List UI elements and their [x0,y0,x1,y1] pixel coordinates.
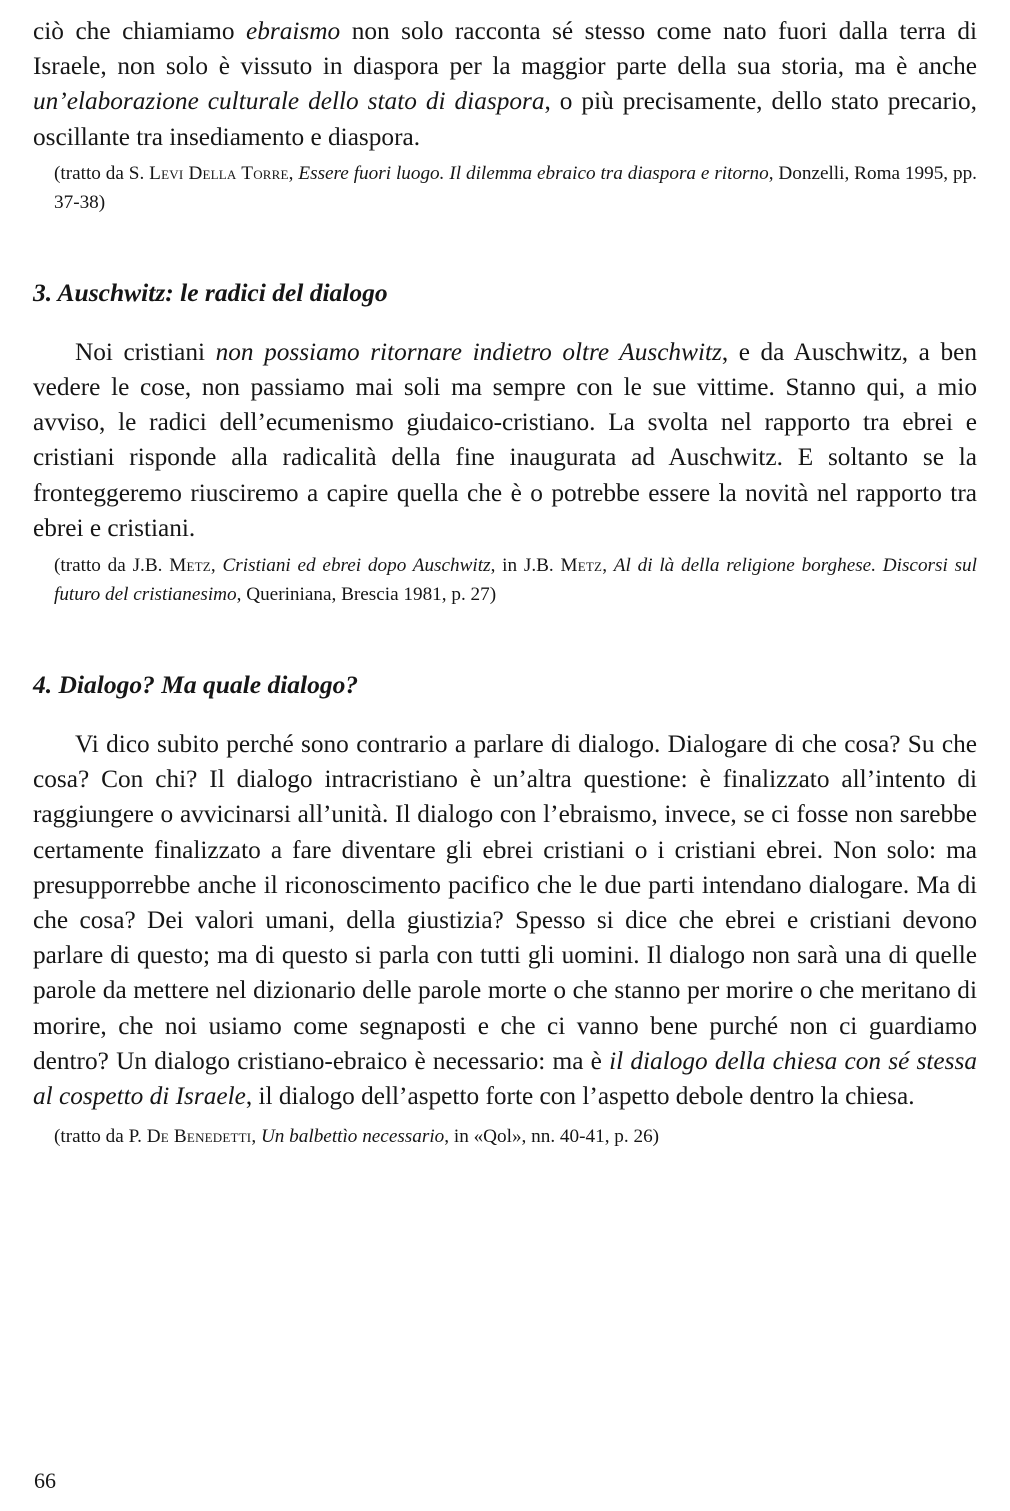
emphasis-ebraismo: ebraismo [246,17,341,45]
citation-title: Al di là della religione borghese. Discorsi sul futuro del cristianesimo [54,555,977,606]
section-3-citation: (tratto da J.B. Metz, Cristiani ed ebrei dopo Auschwitz, in J.B. Metz, Al di là della religione borghese. Discorsi sul futuro del cristianesimo, Queriniana, Brescia 1981, p. 27) [54,555,977,606]
citation-author: Metz [169,555,211,577]
citation-author: Levi Della Torre [149,162,289,184]
intro-citation: (tratto da S. Levi Della Torre, Essere fuori luogo. Il dilemma ebraico tra diaspora e ritorno, Donzelli, Roma 1995, pp. 37-38) [54,162,977,213]
section-3-heading: 3. Auschwitz: le radici del dialogo [33,277,388,307]
emphasis-dialogo-chiesa: il dialogo della chiesa con sé stessa al cospetto di Israele [33,1046,977,1111]
page-number: 66 [34,1468,56,1493]
emphasis-elaborazione: un’elaborazione culturale dello stato di diaspora [33,87,545,116]
section-4-paragraph: Vi dico subito perché sono contrario a parlare di dialogo. Dialogare di che cosa? Su che cosa? Con chi? Il dialogo intracristiano è un’altra questione: è finalizzato all’intento di raggiungere o avvicinarsi all’unità. Il dialogo con l’ebraismo, invece, se ci fosse non sarebbe certamente finalizzato a fare diventare gli ebrei cristiani o i cristiani ebrei. Non solo: ma presupporrebbe anche il riconoscimento pacifico che le due parti intendano dialogare. Ma di che cosa? Dei valori umani, della giustizia? Spesso si dice che ebrei e cristiani devono parlare di questo; ma di questo si parla con tutti gli uomini. Il dialogo non sarà una di quelle parole da mettere nel dizionario delle parole morte o che stanno per morire o che meritano di morire, che noi usiamo come segnaposti e che ci vanno bene purché non ci guardiamo dentro? Un dialogo cristiano-ebraico è necessario: ma è il dialogo della chiesa con sé stessa al cospetto di Israele, il dialogo dell’aspetto forte con l’aspetto debole dentro la chiesa. [33,730,977,1111]
intro-paragraph: ciò che chiamiamo ebraismo non solo racconta sé stesso come nato fuori dalla terra di Israele, non solo è vissuto in diaspora per la maggior parte della sua storia, ma è anche un’elaborazione culturale dello stato di diaspora, o più precisamente, dello stato precario, oscillante tra insediamento e diaspora. [33,17,977,151]
citation-title: Un balbettìo necessario [260,1126,445,1148]
citation-author: De Benedetti [146,1126,252,1148]
emphasis-auschwitz: non possiamo ritornare indietro oltre Auschwitz [215,337,722,366]
citation-title: Essere fuori luogo. Il dilemma ebraico tra diaspora e ritorno [298,162,769,184]
section-3-paragraph: Noi cristiani non possiamo ritornare indietro oltre Auschwitz, e da Auschwitz, a ben vedere le cose, non passiamo mai soli ma sempre con le sue vittime. Stanno qui, a mio avviso, le radici dell’ecumenismo giudaico-cristiano. La svolta nel rapporto tra ebrei e cristiani risponde alla radicalità della fine inaugurata ad Auschwitz. E soltanto se la fronteggeremo riusciremo a capire quella che è o potrebbe essere la novità nel rapporto tra ebrei e cristiani. [33,337,977,542]
citation-title: Cristiani ed ebrei dopo Auschwitz [222,555,491,577]
citation-author: Metz [560,555,603,577]
section-4-citation: (tratto da P. De Benedetti, Un balbettìo necessario, in «Qol», nn. 40-41, p. 26) [54,1126,660,1148]
section-4-heading: 4. Dialogo? Ma quale dialogo? [33,670,359,700]
book-page [33,14,977,1151]
